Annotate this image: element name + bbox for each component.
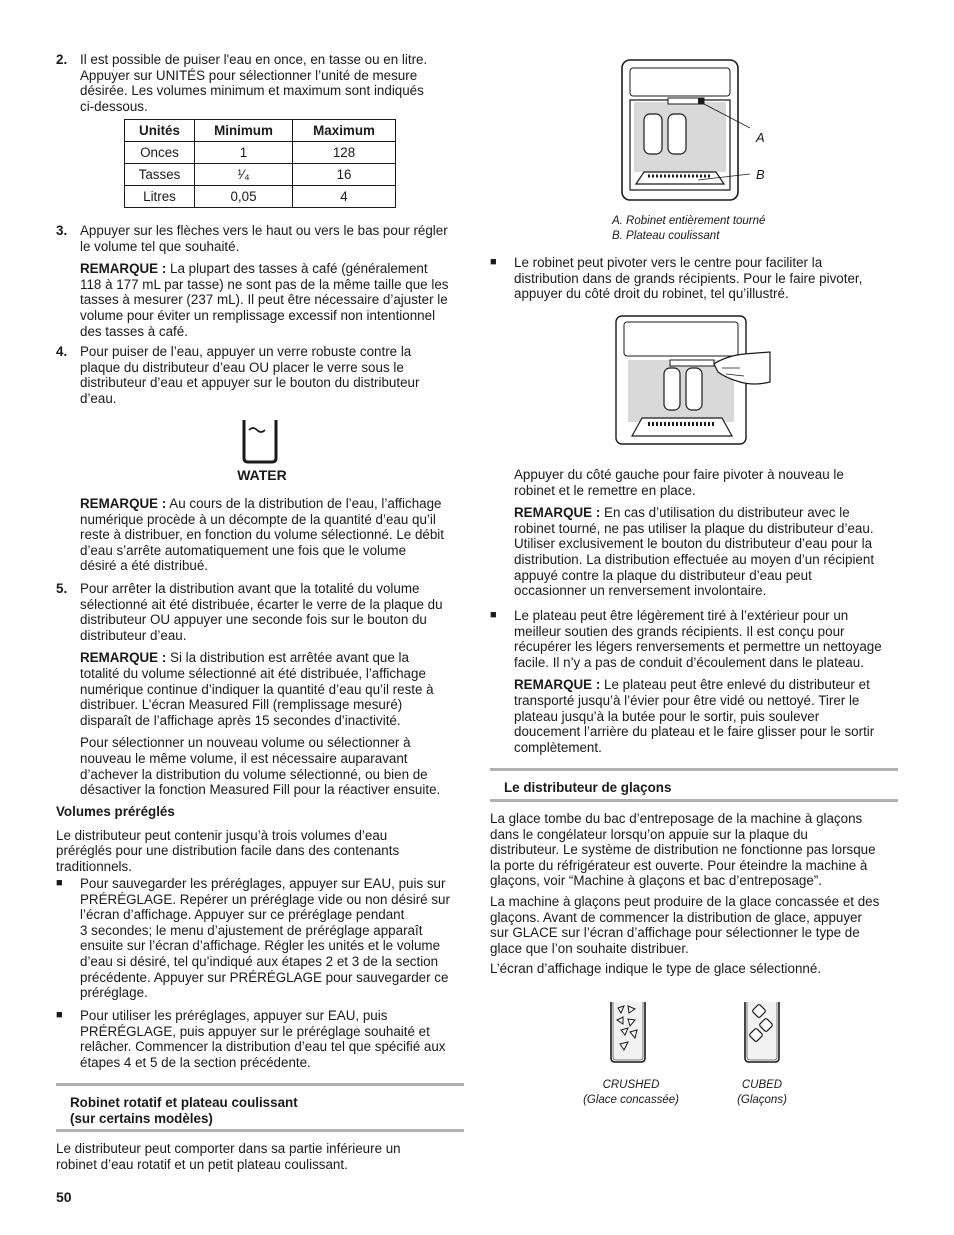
- text-line: l’écran d’affichage. Appuyer sur ce préréglage pendant: [80, 907, 405, 923]
- text-line: appuyer du côté droit du robinet, tel qu’illustré.: [514, 286, 789, 302]
- text-line: Appuyer du côté gauche pour faire pivoter à nouveau le: [514, 467, 844, 482]
- ice-dispenser-text: [490, 811, 898, 977]
- figure-label-a: A: [756, 130, 765, 145]
- presets-heading: Volumes préréglés: [56, 804, 175, 819]
- dispenser-faucet-tray-illustration: [620, 58, 770, 203]
- figure-1-caption: [612, 214, 765, 244]
- text-line: Le robinet peut pivoter vers le centre pour faciliter la: [514, 255, 823, 270]
- note-text: Le plateau peut être enlevé du distributeur et: [600, 677, 870, 693]
- table-header: Maximum: [293, 120, 396, 142]
- pivot-back-text: [514, 467, 898, 599]
- faucet-pivot-illustration: [614, 312, 774, 446]
- text-line: glaçons, voir “Machine à glaçons et bac d’entreposage”.: [490, 873, 822, 889]
- note-line: des tasses à café.: [80, 323, 188, 339]
- note-label: REMARQUE :: [514, 505, 601, 521]
- presets-section: [56, 804, 464, 874]
- text-line: ensuite sur l’écran d’affichage. Régler les unités et le volume: [80, 938, 441, 954]
- note-text: La plupart des tasses à café (généralement: [166, 261, 428, 277]
- crushed-caption: [576, 1078, 686, 1108]
- note-line: d’eau s’arrête automatiquement une fois que le volume: [80, 542, 407, 558]
- caption-line: (Glace concassée): [583, 1094, 679, 1106]
- note-line: robinet tourné, ne pas utiliser la plaque du distributeur d’eau.: [514, 520, 874, 536]
- note-line: reste à distribuer, en fonction du volume sélectionné. Le débit: [80, 527, 445, 543]
- note-line: volume pour éviter un remplissage excessif non intentionnel: [80, 307, 436, 323]
- text-line: meilleur soutien des grands récipients. Il est conçu pour: [514, 623, 845, 639]
- cubed-ice-icon: [742, 1000, 782, 1064]
- step-number: 2.: [56, 52, 68, 67]
- dispenser-figure-2: [614, 312, 774, 446]
- text-line: Le distributeur peut contenir jusqu’à trois volumes d’eau: [56, 827, 388, 843]
- text-line: d’eau si désiré, tel qu’indiqué aux étapes 2 et 3 de la section: [80, 953, 439, 969]
- note-line: distribution. La distribution effectuée au moyen d’un récipient: [514, 551, 875, 567]
- table-cell: 0,05: [195, 186, 293, 208]
- rotary-faucet-intro: [56, 1141, 464, 1172]
- text-line: désactiver la fonction Measured Fill pour la réactiver ensuite.: [80, 782, 441, 798]
- note-line: transporté jusqu’à l’évier pour être vidé ou nettoyé. Tirer le: [514, 692, 860, 708]
- table-cell: Onces: [125, 142, 195, 164]
- note-text: En cas d’utilisation du distributeur avec le: [600, 505, 850, 521]
- heading-line: Le distributeur de glaçons: [504, 780, 672, 795]
- table-cell: 1: [195, 142, 293, 164]
- table-row: [125, 164, 396, 186]
- text-line: plaque du distributeur d’eau OU placer le verre sous le: [80, 359, 404, 375]
- note-line: [80, 261, 464, 277]
- text-line: Pour sélectionner un nouveau volume ou sélectionner à: [80, 735, 411, 751]
- page-number: 50: [56, 1189, 72, 1205]
- text-line: récupérer les légers renversements et permettre un nettoyage: [514, 639, 882, 655]
- text-line: distributeur. Le système de distribution ne fonctionne pas lorsque: [490, 842, 876, 858]
- text-line: Le plateau peut être légèrement tiré à l’extérieur pour un: [514, 608, 849, 623]
- note-line: [514, 677, 898, 693]
- step-number: 4.: [56, 344, 68, 359]
- text-line: le volume tel que souhaité.: [80, 238, 240, 254]
- text-line: 3 secondes; le menu d’ajustement de préréglage apparaît: [80, 922, 423, 938]
- section-heading-rotary-faucet: [56, 1083, 464, 1132]
- text-line: glaçons. Avant de commencer la distribution de glace, appuyer: [490, 909, 862, 925]
- text-line: Appuyer sur les flèches vers le haut ou vers le bas pour régler: [80, 223, 448, 238]
- table-header: Minimum: [195, 120, 293, 142]
- water-icon-block: [232, 416, 292, 488]
- note-label: REMARQUE :: [80, 650, 167, 666]
- caption-line: CRUSHED: [602, 1079, 660, 1091]
- table-row: [125, 142, 396, 164]
- note-line: occasionner un renversement involontaire.: [514, 583, 767, 599]
- step-4-note: [80, 496, 464, 574]
- text-line: L’écran d’affichage indique le type de glace sélectionné.: [490, 961, 822, 977]
- note-line: disparaît de l’affichage après 15 secondes d’inactivité.: [80, 712, 401, 728]
- text-line: robinet et le remettre en place.: [514, 482, 696, 498]
- bullet-square-icon: ■: [490, 609, 497, 621]
- text-line: distribution dans de grands récipients. Pour le faire pivoter,: [514, 270, 863, 286]
- water-label: WATER: [237, 467, 287, 483]
- water-glass-icon: [232, 416, 292, 466]
- text-line: distributeur OU appuyer une seconde fois sur le bouton du: [80, 612, 427, 628]
- text-line: dans le congélateur lorsqu’on appuie sur la plaque du: [490, 826, 808, 842]
- volume-table: [124, 119, 396, 208]
- text-line: Pour sauvegarder les préréglages, appuyer sur EAU, puis sur: [80, 876, 446, 891]
- text-line: facile. Il n’y a pas de conduit d’écoulement dans le plateau.: [514, 654, 864, 670]
- note-line: complètement.: [514, 739, 602, 755]
- text-line: Le distributeur peut comporter dans sa partie inférieure un: [56, 1141, 401, 1156]
- figure-label-b: B: [756, 167, 765, 182]
- text-line: préréglés pour une distribution facile dans des contenants: [56, 843, 400, 859]
- text-line: ci-dessous.: [80, 98, 148, 114]
- note-line: doucement l’arrière du plateau et le faire glisser pour le sortir: [514, 724, 875, 740]
- text-line: Pour arrêter la distribution avant que la totalité du volume: [80, 581, 420, 596]
- text-line: distributeur d’eau et appuyer sur le bouton du distributeur: [80, 375, 420, 391]
- crushed-ice-glass-icon: [608, 1000, 648, 1064]
- text-line: Pour utiliser les préréglages, appuyer sur EAU, puis: [80, 1008, 388, 1023]
- caption-line: (Glaçons): [737, 1094, 787, 1106]
- text-line: désirée. Les volumes minimum et maximum sont indiqués: [80, 83, 424, 99]
- text-line: Il est possible de puiser l'eau en once, en tasse ou en litre.: [80, 52, 428, 67]
- note-label: REMARQUE :: [80, 261, 167, 277]
- text-line: la porte du réfrigérateur est ouverte. Pour éteindre la machine à: [490, 857, 868, 873]
- caption-line: B. Plateau coulissant: [612, 230, 720, 242]
- note-line: [80, 650, 464, 666]
- note-line: totalité du volume sélectionné ait été distribuée, l’affichage: [80, 665, 426, 681]
- note-line: plateau jusqu’à la butée pour le sortir, puis soulever: [514, 708, 820, 724]
- cubed-caption: [712, 1078, 812, 1108]
- text-line: La machine à glaçons peut produire de la glace concassée et des: [490, 893, 880, 909]
- text-line: distributeur d’eau.: [80, 627, 187, 643]
- text-line: étapes 4 et 5 de la section précédente.: [80, 1054, 311, 1070]
- note-line: désiré a été distribué.: [80, 558, 209, 574]
- table-cell: ¹⁄₄: [195, 164, 293, 186]
- note-line: appuyé contre la plaque du distributeur d’eau peut: [514, 567, 812, 583]
- cubed-ice-glass-icon: [742, 1000, 782, 1064]
- caption-line: A. Robinet entièrement tourné: [612, 215, 766, 227]
- dispenser-figure-1: [620, 58, 770, 203]
- table-cell: 128: [293, 142, 396, 164]
- table-cell: Tasses: [125, 164, 195, 186]
- text-line: glace que l’on souhaite distribuer.: [490, 940, 689, 956]
- crushed-ice-icon: [608, 1000, 648, 1064]
- text-line: relâcher. Commencer la distribution d’eau tel que spécifié aux: [80, 1039, 446, 1055]
- text-line: d’achever la distribution du volume sélectionné, ou bien de: [80, 766, 428, 782]
- note-label: REMARQUE :: [80, 496, 167, 511]
- text-line: traditionnels.: [56, 858, 132, 874]
- text-line: PRÉRÉGLAGE. Repérer un préréglage vide ou non désiré sur: [80, 891, 450, 907]
- text-line: Appuyer sur UNITÉS pour sélectionner l’unité de mesure: [80, 67, 418, 83]
- step-number: 5.: [56, 581, 68, 596]
- text-line: préréglage.: [80, 985, 148, 1001]
- table-header-row: [125, 120, 396, 142]
- text-line: Pour puiser de l’eau, appuyer un verre robuste contre la: [80, 344, 412, 359]
- heading-line: (sur certains modèles): [70, 1110, 213, 1126]
- text-line: PRÉRÉGLAGE, puis appuyer sur le préréglage souhaité et: [80, 1023, 430, 1039]
- table-cell: 16: [293, 164, 396, 186]
- note-label: REMARQUE :: [514, 677, 601, 693]
- table-header: Unités: [125, 120, 195, 142]
- text-line: nouveau le même volume, il est nécessaire auparavant: [80, 750, 408, 766]
- text-line: La glace tombe du bac d’entreposage de la machine à glaçons: [490, 811, 863, 826]
- caption-line: CUBED: [741, 1079, 783, 1091]
- note-line: distribuer. L’écran Measured Fill (remplissage mesuré): [80, 697, 403, 713]
- text-line: sélectionné ait été distribuée, écarter le verre de la plaque du: [80, 596, 443, 612]
- table-cell: 4: [293, 186, 396, 208]
- note-line: [514, 505, 898, 521]
- text-line: précédente. Appuyer sur PRÉRÉGLAGE pour sauvegarder ce: [80, 969, 449, 985]
- heading-line: Robinet rotatif et plateau coulissant: [70, 1095, 298, 1110]
- text-line: robinet d’eau rotatif et un petit plateau coulissant.: [56, 1156, 348, 1172]
- note-line: [80, 496, 464, 512]
- table-row: [125, 186, 396, 208]
- note-text: Au cours de la distribution de l’eau, l’affichage: [166, 496, 442, 511]
- note-line: numérique continue d’indiquer la quantité d’eau qu’il reste à: [80, 681, 434, 697]
- section-heading-ice-dispenser: [490, 768, 898, 802]
- note-line: tasses à mesurer (237 mL). Il peut être nécessaire d’ajuster le: [80, 292, 448, 308]
- bullet-square-icon: ■: [56, 877, 63, 889]
- note-line: Utiliser exclusivement le bouton du distributeur d’eau pour la: [514, 536, 873, 552]
- bullet-square-icon: ■: [490, 256, 497, 268]
- note-line: 118 à 177 mL par tasse) ne sont pas de la même taille que les: [80, 276, 449, 292]
- step-number: 3.: [56, 223, 68, 238]
- bullet-square-icon: ■: [56, 1009, 63, 1021]
- note-line: numérique procède à un décompte de la quantité d’eau qu’il: [80, 511, 436, 527]
- text-line: d’eau.: [80, 390, 117, 406]
- table-cell: Litres: [125, 186, 195, 208]
- note-text: Si la distribution est arrêtée avant que la: [166, 650, 409, 666]
- text-line: sur GLACE sur l’écran d’affichage pour sélectionner le type de: [490, 925, 860, 941]
